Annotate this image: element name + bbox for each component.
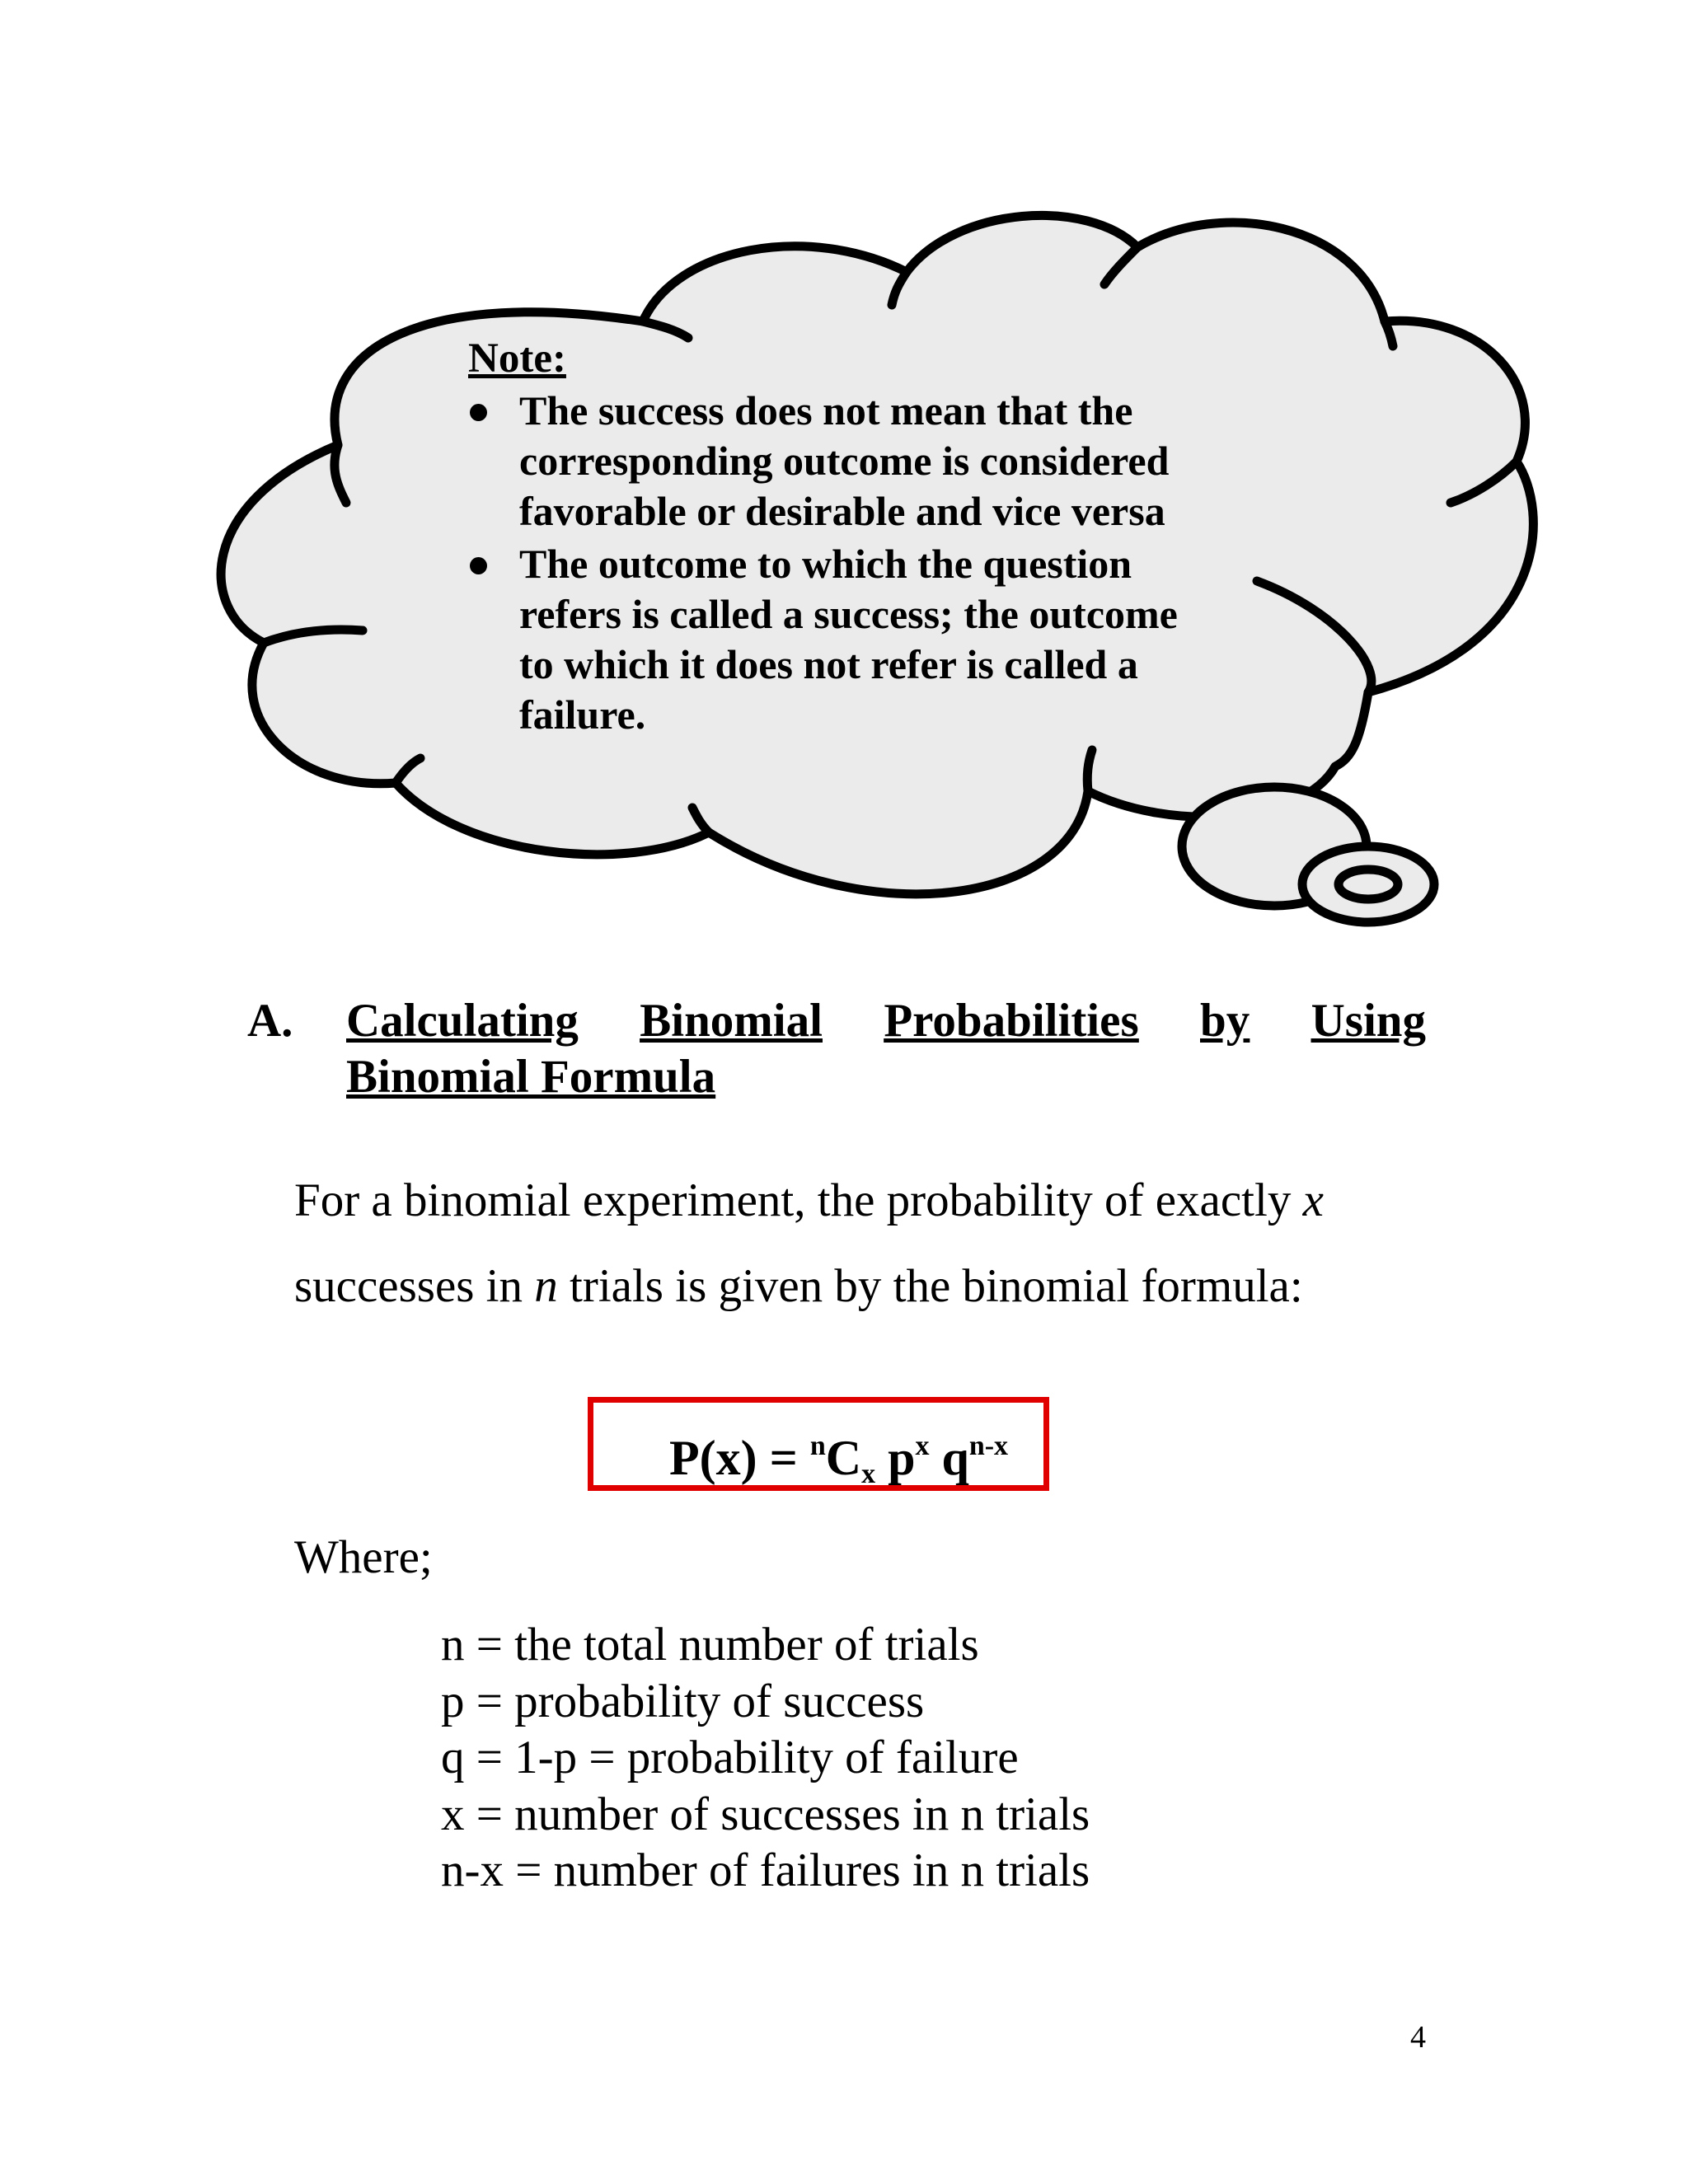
variable-n: n xyxy=(534,1260,558,1312)
formula-combo-base: C xyxy=(825,1431,862,1485)
binomial-formula xyxy=(669,1418,1008,1503)
formula-combo-sub: x xyxy=(861,1459,876,1489)
section-title-word: Binomial xyxy=(640,995,823,1047)
formula-q-exponent: n-x xyxy=(968,1431,1009,1461)
note-item xyxy=(468,539,1243,740)
section-title-word: by xyxy=(1200,995,1250,1047)
definition-item: x = number of successes in n trials xyxy=(441,1788,1090,1840)
where-label: Where; xyxy=(294,1531,433,1583)
note-line: favorable or desirable and vice versa xyxy=(519,488,1165,534)
definition-item: p = probability of success xyxy=(441,1675,925,1727)
intro-text: For a binomial experiment, the probability of exactly xyxy=(294,1174,1303,1226)
thought-bubble-small xyxy=(1339,869,1398,899)
formula-box xyxy=(588,1397,1049,1491)
definitions-list xyxy=(441,1617,1090,1900)
formula-combo-sup: n xyxy=(809,1431,826,1461)
note-line: The outcome to which the question xyxy=(519,541,1132,587)
formula-lhs: P(x) = xyxy=(669,1431,810,1485)
variable-x: x xyxy=(1302,1174,1324,1226)
section-title-line-1 xyxy=(346,993,1426,1049)
note-line: failure. xyxy=(519,691,646,738)
section-title-line-2: Binomial Formula xyxy=(346,1051,716,1103)
intro-text: successes in xyxy=(294,1260,535,1312)
note-item xyxy=(468,386,1243,537)
section-title xyxy=(346,993,1426,1105)
section-title-word: Using xyxy=(1311,995,1426,1047)
formula-p-exponent: x xyxy=(915,1431,930,1461)
note-title: Note: xyxy=(468,335,566,382)
section-letter: A. xyxy=(247,995,293,1047)
bullet-dot-icon xyxy=(470,557,487,574)
cloud-crease-8 xyxy=(1087,750,1092,791)
note-line: refers is called a success; the outcome xyxy=(519,591,1178,637)
note-line: corresponding outcome is considered xyxy=(519,438,1170,484)
intro-paragraph xyxy=(294,1158,1448,1329)
page-number: 4 xyxy=(1410,2020,1426,2055)
formula-q: q xyxy=(929,1431,969,1485)
section-title-word: Probabilities xyxy=(884,995,1139,1047)
definition-item: q = 1-p = probability of failure xyxy=(441,1732,1019,1783)
section-title-word: Calculating xyxy=(346,995,579,1047)
intro-text: trials is given by the binomial formula: xyxy=(557,1260,1303,1312)
note-line: The success does not mean that the xyxy=(519,387,1133,434)
note-list xyxy=(468,386,1243,740)
definition-item: n = the total number of trials xyxy=(441,1619,979,1671)
formula-p: p xyxy=(875,1431,916,1485)
bullet-dot-icon xyxy=(470,404,487,421)
definition-item: n-x = number of failures in n trials xyxy=(441,1844,1090,1896)
note-line: to which it does not refer is called a xyxy=(519,641,1138,687)
note-callout xyxy=(468,334,1243,740)
